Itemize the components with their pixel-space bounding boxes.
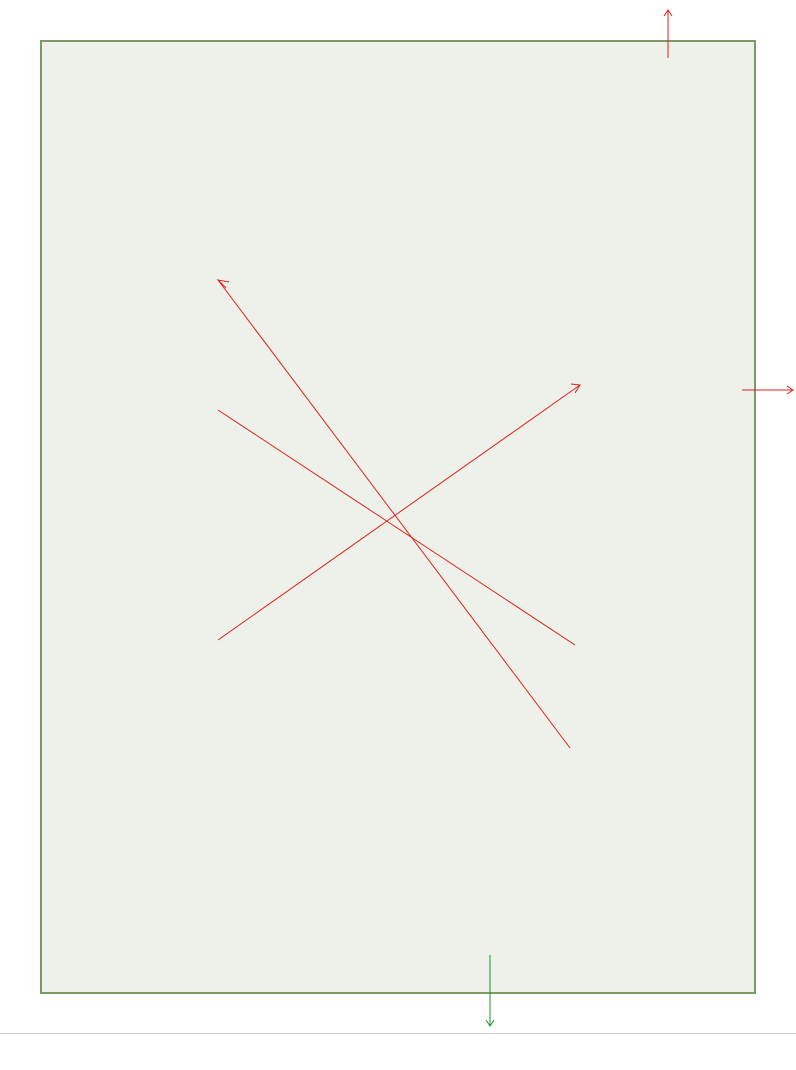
arrowhead-right (787, 386, 793, 394)
legend-divider (0, 1033, 796, 1034)
arrowhead-bottom (486, 1020, 494, 1026)
legend-bar (0, 1033, 796, 1069)
arrowhead-top (664, 10, 672, 16)
tu-vi-chart (40, 40, 756, 994)
